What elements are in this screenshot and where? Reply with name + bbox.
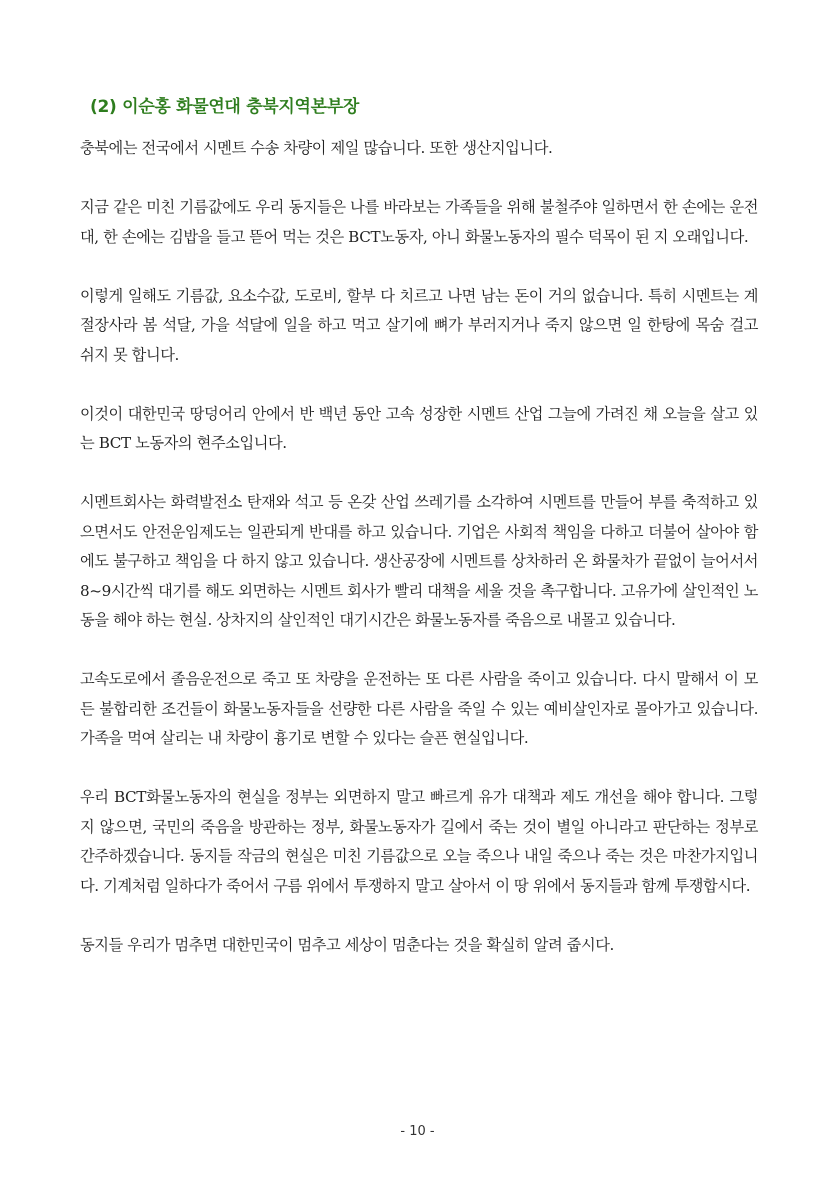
- body-text: [80, 134, 758, 990]
- paragraph: 우리 BCT화물노동자의 현실을 정부는 외면하지 말고 빠르게 유가 대책과 제도 개선을 해야 합니다. 그렇지 않으면, 국민의 죽음을 방관하는 정부, 화물노동자가 길에서 죽는 것이 별일 아니라고 판단하는 정부로 간주하겠습니다. 동지들 작금의 현실은 미친 기름값으로 오늘 죽으나 내일 죽으나 죽는 것은 마찬가지입니다. 기계처럼 일하다가 죽어서 구름 위에서 투쟁하지 말고 살아서 이 땅 위에서 동지들과 함께 투쟁합시다.: [80, 788, 758, 895]
- paragraph: 시멘트회사는 화력발전소 탄재와 석고 등 온갖 산업 쓰레기를 소각하여 시멘트를 만들어 부를 축적하고 있으면서도 안전운임제도는 일관되게 반대를 하고 있습니다. 기업은 사회적 책임을 다하고 더불어 살아야 함에도 불구하고 책임을 다 하지 않고 있습니다. 생산공장에 시멘트를 상차하러 온 화물차가 끝없이 늘어서서 8~9시간씩 대기를 해도 외면하는 시멘트 회사가 빨리 대책을 세울 것을 촉구합니다. 고유가에 살인적인 노동을 해야 하는 현실. 상차지의 살인적인 대기시간은 화물노동자를 죽음으로 내몰고 있습니다.: [80, 493, 758, 629]
- section-heading: (2) 이순홍 화물연대 충북지역본부장: [90, 97, 360, 117]
- page-number: - 10 -: [400, 1124, 435, 1139]
- paragraph: 고속도로에서 졸음운전으로 죽고 또 차량을 운전하는 또 다른 사람을 죽이고 있습니다. 다시 말해서 이 모든 불합리한 조건들이 화물노동자들을 선량한 다른 사람을 죽일 수 있는 예비살인자로 몰아가고 있습니다. 가족을 먹여 살리는 내 차량이 흉기로 변할 수 있다는 슬픈 현실입니다.: [80, 670, 758, 747]
- paragraph: 이것이 대한민국 땅덩어리 안에서 반 백년 동안 고속 성장한 시멘트 산업 그늘에 가려진 채 오늘을 살고 있는 BCT 노동자의 현주소입니다.: [80, 404, 758, 452]
- paragraph: 동지들 우리가 멈추면 대한민국이 멈추고 세상이 멈춘다는 것을 확실히 알려 줍시다.: [80, 935, 614, 954]
- paragraph: 지금 같은 미친 기름값에도 우리 동지들은 나를 바라보는 가족들을 위해 불철주야 일하면서 한 손에는 운전대, 한 손에는 김밥을 들고 뜯어 먹는 것은 BCT노동자, 아니 화물노동자의 필수 덕목이 된 지 오래입니다.: [80, 198, 758, 246]
- paragraph: 이렇게 일해도 기름값, 요소수값, 도로비, 할부 다 치르고 나면 남는 돈이 거의 없습니다. 특히 시멘트는 계절장사라 봄 석달, 가을 석달에 일을 하고 먹고 살기에 뼈가 부러지거나 죽지 않으면 일 한탕에 목숨 걸고 쉬지 못 합니다.: [80, 286, 758, 364]
- paragraph: 충북에는 전국에서 시멘트 수송 차량이 제일 많습니다. 또한 생산지입니다.: [80, 139, 553, 157]
